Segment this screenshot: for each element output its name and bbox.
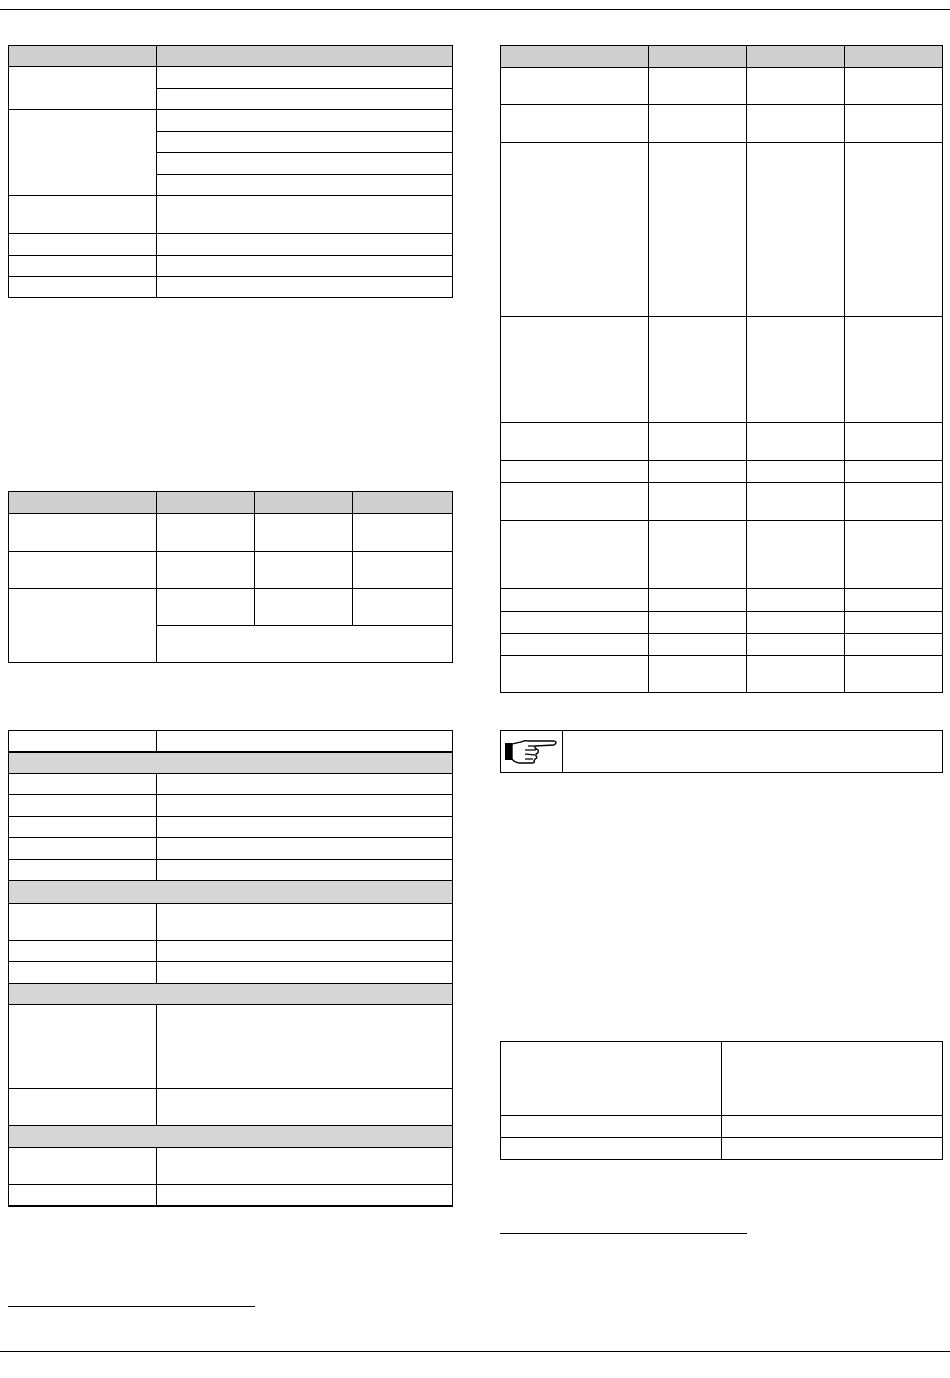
- table-row: [9, 860, 453, 881]
- table-section-row: [9, 881, 453, 904]
- table-header-row: [9, 492, 453, 514]
- table-row: [9, 196, 453, 234]
- table-row: [9, 838, 453, 860]
- table-row: [501, 612, 943, 634]
- table-header-row: [9, 731, 453, 752]
- table-row: [9, 1089, 453, 1126]
- table-row: [9, 256, 453, 277]
- footer-rule: [0, 1351, 950, 1352]
- pointing-hand-icon: [501, 731, 562, 772]
- table-row: [9, 817, 453, 838]
- table-row: [501, 1116, 943, 1138]
- table-section-row: [9, 752, 453, 774]
- table-b: [8, 491, 453, 663]
- table-section-row: [9, 1126, 453, 1148]
- table-c: [8, 730, 453, 1207]
- table-row: [501, 143, 943, 317]
- footnote-separator: [500, 1233, 747, 1234]
- table-row: [9, 774, 453, 795]
- table-row: [501, 634, 943, 656]
- table-row: [9, 514, 453, 552]
- table-row: [9, 589, 453, 626]
- note-icon-cell: [501, 731, 563, 772]
- table-row: [9, 962, 453, 984]
- table-row: [501, 317, 943, 423]
- table-row: [9, 1148, 453, 1185]
- table-row: [9, 1185, 453, 1206]
- header-rule: [0, 9, 950, 10]
- table-d: [500, 45, 943, 693]
- table-header-row: [501, 46, 943, 68]
- table-e: [500, 1041, 943, 1160]
- table-row: [9, 110, 453, 132]
- table-row: [9, 1005, 453, 1089]
- table-row: [9, 277, 453, 298]
- table-row: [501, 423, 943, 461]
- table-row: [9, 67, 453, 89]
- table-row: [501, 68, 943, 105]
- table-a: [8, 45, 453, 298]
- table-row: [9, 234, 453, 256]
- table-row: [9, 904, 453, 941]
- table-row: [501, 105, 943, 143]
- note-box: [500, 730, 943, 773]
- table-row: [501, 589, 943, 612]
- table-row: [501, 521, 943, 589]
- footnote-separator: [8, 1306, 255, 1307]
- table-section-row: [9, 984, 453, 1005]
- table-row: [9, 941, 453, 962]
- table-row: [9, 552, 453, 589]
- table-row: [501, 656, 943, 693]
- table-row: [9, 795, 453, 817]
- table-row: [501, 483, 943, 521]
- table-row: [501, 1138, 943, 1160]
- table-row: [501, 1042, 943, 1116]
- table-header-row: [9, 46, 453, 67]
- table-row: [501, 461, 943, 483]
